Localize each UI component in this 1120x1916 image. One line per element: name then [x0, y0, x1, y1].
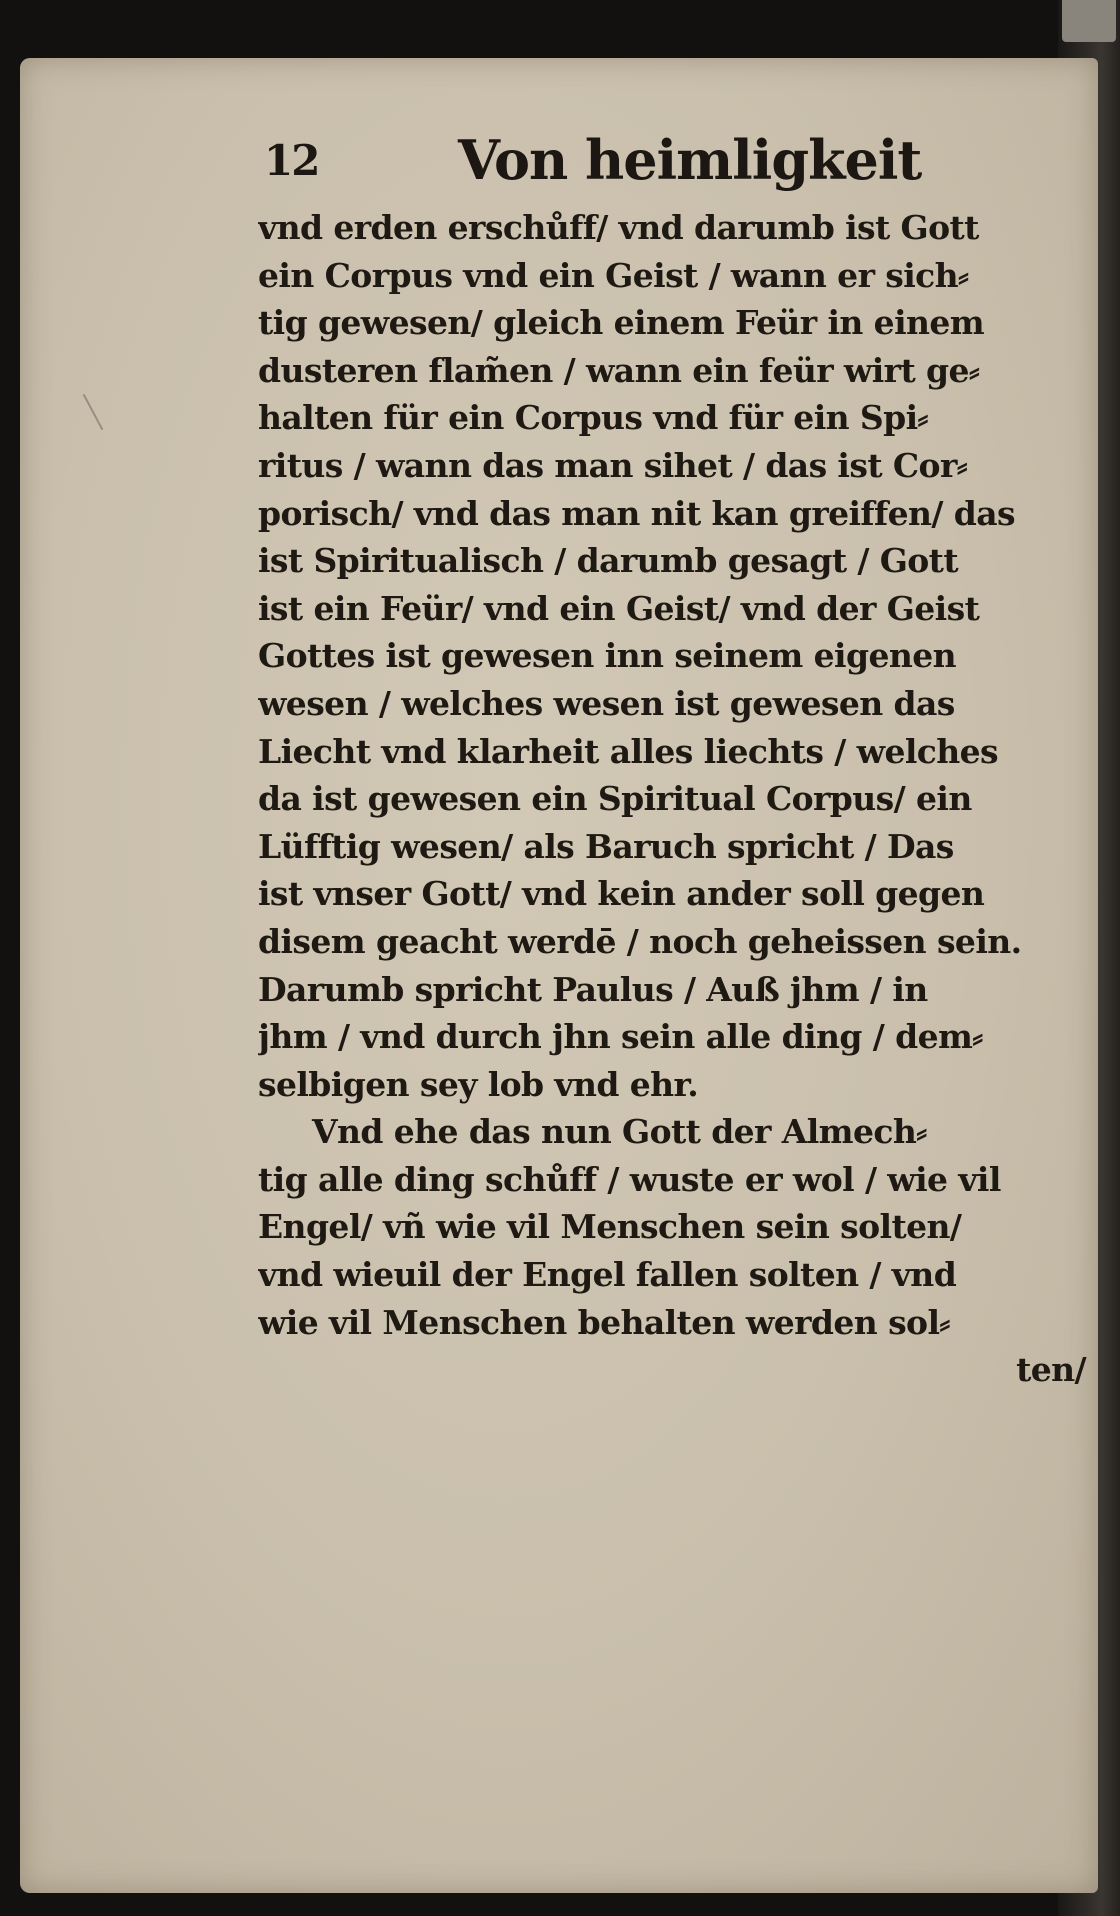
- text-line: ist ein Feür/ vnd ein Geist/ vnd der Geist: [258, 588, 980, 628]
- text-line: wesen / welches wesen ist gewesen das: [258, 683, 955, 723]
- text-line: Lüfftig wesen/ als Baruch spricht / Das: [258, 826, 954, 866]
- text-line: selbigen sey lob vnd ehr.: [258, 1064, 699, 1104]
- text-line: Darumb spricht Paulus / Auß jhm / in: [258, 969, 928, 1009]
- catchword: ten/: [1016, 1350, 1086, 1390]
- running-head: Von heimligkeit: [458, 128, 922, 192]
- text-line: porisch/ vnd das man nit kan greiffen/ das: [258, 493, 1015, 533]
- text-line: dusteren flam̃en / wann ein feür wirt ge⸗: [258, 350, 980, 390]
- text-line: Liecht vnd klarheit alles liechts / welches: [258, 731, 999, 771]
- text-line: Gottes ist gewesen inn seinem eigenen: [258, 636, 957, 676]
- text-line: vnd wieuil der Engel fallen solten / vnd: [258, 1255, 957, 1295]
- page-edge-tab: [1062, 0, 1116, 42]
- text-line: Engel/ vñ wie vil Menschen sein solten/: [258, 1207, 962, 1247]
- text-line: da ist gewesen ein Spiritual Corpus/ ein: [258, 779, 972, 819]
- text-line: jhm / vnd durch jhn sein alle ding / dem⸗: [258, 1017, 983, 1057]
- text-line: tig alle ding schůff / wuste er wol / wie vil: [258, 1159, 1001, 1199]
- text-line: ritus / wann das man sihet / das ist Cor⸗: [258, 445, 968, 485]
- text-line: disem geacht werdē / noch geheissen sein.: [258, 921, 1022, 961]
- text-line: ist Spiritualisch / darumb gesagt / Gott: [258, 541, 958, 581]
- text-line: halten für ein Corpus vnd für ein Spi⸗: [258, 398, 928, 438]
- text-line: tig gewesen/ gleich einem Feür in einem: [258, 303, 985, 343]
- page-header: [264, 128, 922, 192]
- text-line: vnd erden erschůff/ vnd darumb ist Gott: [258, 208, 979, 247]
- text-line: ist vnser Gott/ vnd kein ander soll gegen: [258, 874, 985, 914]
- text-line: wie vil Menschen behalten werden sol⸗: [258, 1302, 950, 1342]
- paragraph-start-line: Vnd ehe das nun Gott der Almech⸗: [312, 1112, 927, 1152]
- text-line: ein Corpus vnd ein Geist / wann er sich⸗: [258, 255, 969, 295]
- page-number: 12: [264, 136, 319, 185]
- body-text: [258, 204, 1094, 1394]
